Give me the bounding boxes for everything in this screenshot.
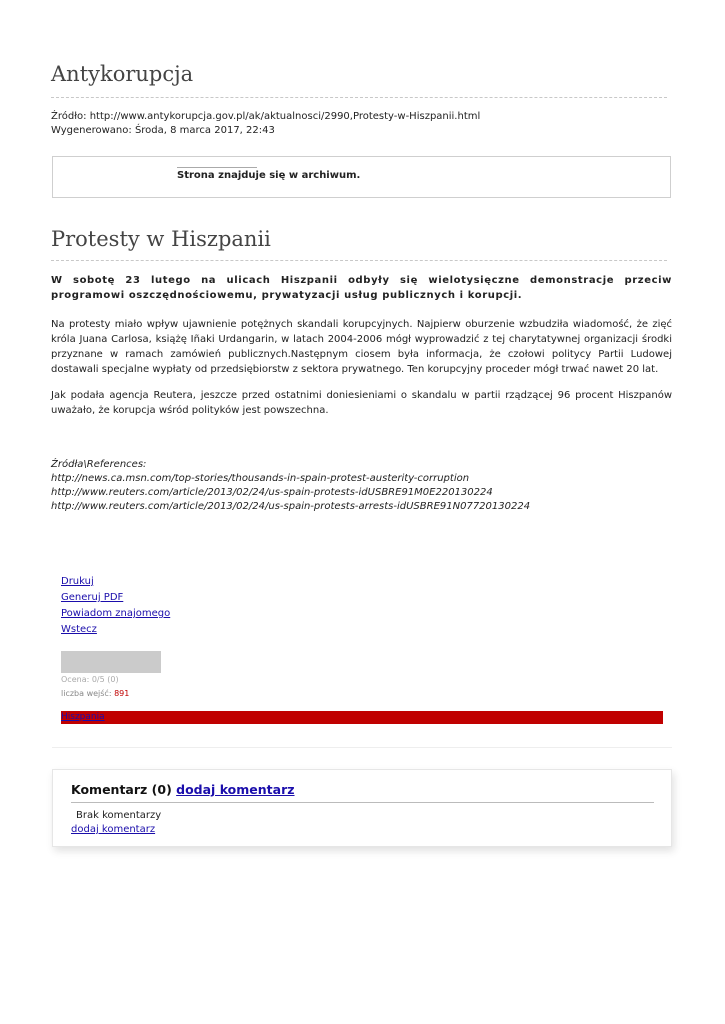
no-comments-text: Brak komentarzy	[76, 810, 162, 821]
tag-link-hiszpania[interactable]: Hiszpania	[61, 712, 105, 722]
rating-text: Ocena: 0/5 (0)	[61, 675, 119, 684]
article-paragraph: Jak podała agencja Reutera, jeszcze przed ostatnimi doniesieniami o skandalu w partii rządzącej 96 procent Hiszpanów uważało, że korupcja wśród polityków jest powszechna.	[51, 390, 672, 416]
reference-item: http://www.reuters.com/article/2013/02/24/us-spain-protests-idUSBRE91M0E220130224	[51, 487, 493, 498]
visit-count	[61, 689, 129, 698]
comments-heading	[71, 782, 295, 797]
generate-pdf-link[interactable]: Generuj PDF	[61, 592, 124, 603]
generated-date: Wygenerowano: Środa, 8 marca 2017, 22:43	[51, 125, 275, 136]
tag-bar	[61, 711, 663, 724]
archive-notice: Strona znajduje się w archiwum.	[177, 170, 361, 181]
title-divider	[51, 97, 667, 98]
article-title-divider	[51, 260, 667, 261]
comments-divider	[71, 802, 654, 803]
source-url: Źródło: http://www.antykorupcja.gov.pl/ak/aktualnosci/2990,Protesty-w-Hiszpanii.html	[51, 111, 481, 122]
article-paragraph: Na protesty miało wpływ ujawnienie potężnych skandali korupcyjnych. Najpierw oburzenie wzbudziła wiadomość, że zięć króla Juana Carlosa, książę Iñaki Urdangarin, w latach 2004-2006 mógł wyprowadzić z tej charytatywnej organizacji środki przyznane w ramach zamówień publicznych.Następnym ciosem była informacja, że czołowi politycy Partii Ludowej dostawali specjalne wypłaty od przedsiębiorstw z sektora prywatnego. Ten korupcyjny proceder mógł trwać nawet 20 lat.	[51, 319, 672, 375]
notify-friend-link[interactable]: Powiadom znajomego	[61, 608, 171, 619]
section-separator	[52, 747, 672, 748]
article-actions	[61, 574, 170, 638]
reference-item: http://www.reuters.com/article/2013/02/24/us-spain-protests-arrests-idUSBRE91N07720130224	[51, 501, 531, 512]
references-label: Źródła\References:	[51, 459, 147, 470]
visit-count-value: 891	[114, 689, 130, 698]
visit-count-label: liczba wejść:	[61, 689, 112, 698]
add-comment-link-bottom[interactable]: dodaj komentarz	[71, 824, 156, 835]
rating-widget[interactable]	[61, 651, 161, 673]
comments-panel	[52, 769, 672, 847]
site-title: Antykorupcja	[51, 62, 194, 86]
archive-notice-box	[52, 156, 671, 198]
add-comment-link[interactable]: dodaj komentarz	[176, 782, 295, 797]
print-link[interactable]: Drukuj	[61, 576, 94, 587]
article-lead: W sobotę 23 lutego na ulicach Hiszpanii odbyły się wielotysięczne demonstracje przeciw programowi oszczędnościowemu, prywatyzacji usług publicznych i korupcji.	[51, 275, 672, 301]
references	[51, 458, 530, 514]
article-title: Protesty w Hiszpanii	[51, 227, 271, 251]
archive-notice-rule	[177, 167, 257, 168]
reference-item: http://news.ca.msn.com/top-stories/thousands-in-spain-protest-austerity-corruption	[51, 473, 470, 484]
back-link[interactable]: Wstecz	[61, 624, 97, 635]
comments-count: Komentarz (0)	[71, 782, 172, 797]
